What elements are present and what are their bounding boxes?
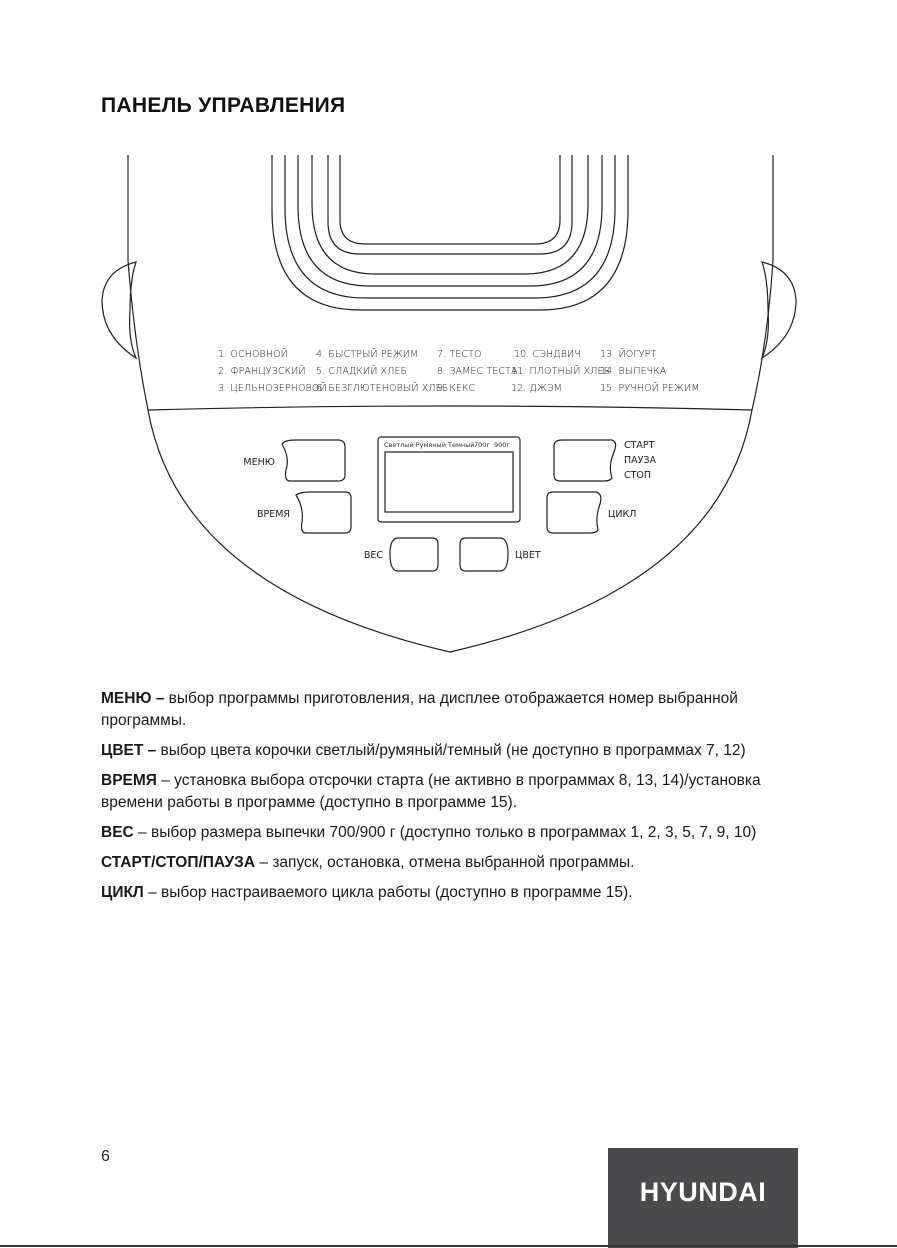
program-item: 14. ВЫПЕЧКА [600, 366, 667, 377]
description-text: – выбор размера выпечки 700/900 г (доступно только в программах 1, 2, 3, 5, 7, 9, 10) [133, 824, 757, 841]
start-label: СТАРТ [624, 440, 655, 451]
left-handle [102, 262, 136, 358]
description-term: СТАРТ/СТОП/ПАУЗА [101, 854, 256, 871]
program-item: 8. ЗАМЕС ТЕСТА [437, 366, 518, 377]
right-handle [762, 262, 796, 358]
lcd-weight-900: 900г [494, 441, 510, 449]
control-panel-diagram [0, 140, 897, 660]
program-item: 11. ПЛОТНЫЙ ХЛЕБ [511, 366, 611, 377]
pause-label: ПАУЗА [624, 455, 657, 466]
description-text: выбор цвета корочки светлый/румяный/темный (не доступно в программах 7, 12) [156, 742, 746, 759]
description-term: ВРЕМЯ [101, 772, 157, 789]
program-item: 6. БЕЗГЛЮТЕНОВЫЙ ХЛЕБ [316, 383, 449, 394]
program-item: 2. ФРАНЦУЗСКИЙ [218, 366, 306, 377]
cycle-label: ЦИКЛ [608, 509, 637, 520]
menu-label: МЕНЮ [243, 457, 275, 468]
program-item: 12. ДЖЭМ [511, 383, 563, 394]
time-label: ВРЕМЯ [256, 509, 290, 520]
program-item: 1. ОСНОВНОЙ [218, 349, 288, 360]
lid-outline-1 [272, 155, 628, 310]
panel-top-edge [148, 406, 752, 410]
description-color [101, 740, 801, 762]
lid-window [328, 155, 572, 254]
description-term: МЕНЮ – [101, 690, 165, 707]
description-text: выбор программы приготовления, на дисплее отображается номер выбранной программы. [101, 690, 738, 729]
control-panel-drawing [0, 140, 897, 660]
page-number: 6 [101, 1148, 110, 1165]
lid-outline-4 [312, 155, 588, 274]
program-item: 5. СЛАДКИЙ ХЛЕБ [316, 366, 408, 377]
description-time [101, 770, 801, 814]
bottom-rule [0, 1245, 897, 1247]
program-item: 3. ЦЕЛЬНОЗЕРНОВОЙ [218, 383, 327, 394]
lcd-color-options: Светлый Румяный Темный [384, 441, 475, 449]
program-item: 15. РУЧНОЙ РЕЖИМ [600, 383, 700, 394]
weight-button[interactable] [390, 538, 438, 571]
lcd-weight-700: 700г [474, 441, 490, 449]
brand-name: HYUNDAI [639, 1176, 767, 1207]
button-descriptions [101, 688, 801, 912]
time-button[interactable] [296, 492, 351, 533]
program-item: 9. КЕКС [437, 383, 476, 394]
description-menu [101, 688, 801, 732]
lcd-display [378, 437, 520, 522]
description-term: ЦИКЛ [101, 884, 144, 901]
body-right-lower [752, 260, 773, 410]
cycle-button[interactable] [547, 492, 601, 533]
lid-window-inner [340, 155, 560, 244]
start-pause-stop-button[interactable] [554, 440, 616, 481]
program-list [218, 348, 700, 394]
description-text: – выбор настраиваемого цикла работы (доступно в программе 15). [143, 884, 633, 901]
description-term: ЦВЕТ – [101, 742, 157, 759]
program-item: 7. ТЕСТО [437, 349, 482, 360]
lid-outline-2 [285, 155, 615, 298]
lid-outline-3 [298, 155, 602, 286]
page-title: ПАНЕЛЬ УПРАВЛЕНИЯ [101, 94, 346, 117]
program-item: 13. ЙОГУРТ [600, 349, 657, 360]
description-term: ВЕС [101, 824, 134, 841]
stop-label: СТОП [624, 470, 652, 481]
description-start-stop-pause [101, 852, 801, 874]
program-item: 4. БЫСТРЫЙ РЕЖИМ [316, 349, 419, 360]
description-text: – запуск, остановка, отмена выбранной программы. [255, 854, 635, 871]
lcd-screen [385, 452, 513, 512]
color-button[interactable] [460, 538, 508, 571]
menu-button[interactable] [282, 440, 345, 481]
description-weight [101, 822, 801, 844]
program-item: 10. СЭНДВИЧ [514, 349, 581, 360]
color-label: ЦВЕТ [515, 550, 541, 561]
brand-logo [608, 1148, 798, 1248]
description-text: – установка выбора отсрочки старта (не активно в программах 8, 13, 14)/установка времени работы в программе (доступно в программе 15). [101, 772, 761, 811]
weight-label: ВЕС [363, 550, 383, 561]
description-cycle [101, 882, 801, 904]
